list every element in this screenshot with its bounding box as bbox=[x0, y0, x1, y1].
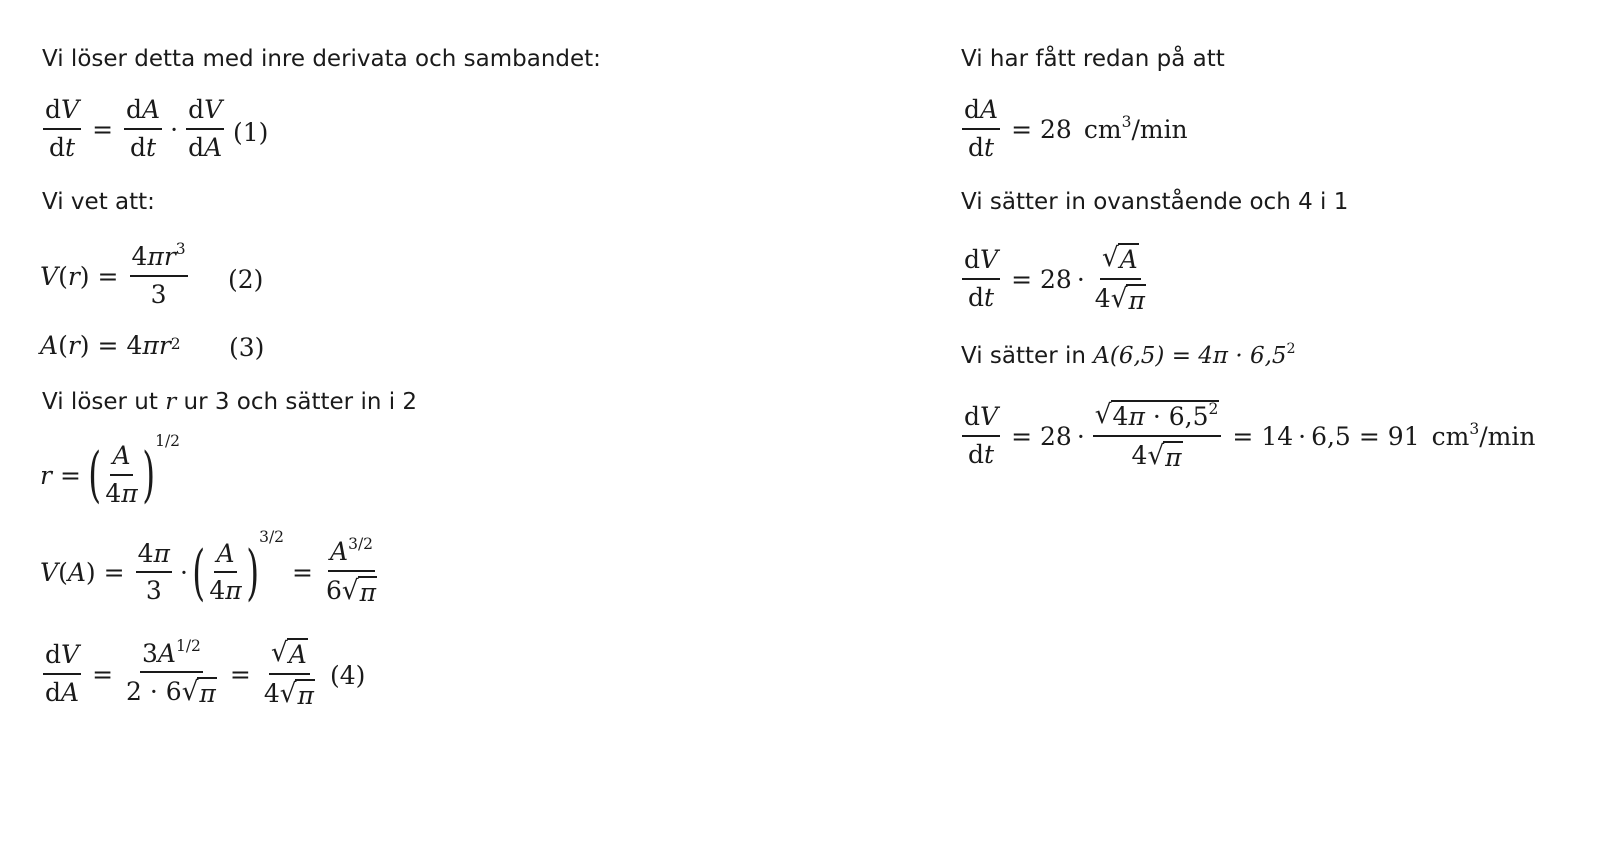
fraction-final: √ $4\pi \cdot 6,5^2$ 4 √ π bbox=[1093, 400, 1222, 473]
insert-area-text: Vi sätter in $A(6,5) = 4\pi \cdot 6,5^2$ bbox=[961, 340, 1296, 369]
fraction-sqrta-4sqrtpi-2: √ A 4 √ π bbox=[1094, 243, 1145, 315]
radius-equation: r = ( $\frac{A}{4\pi}$ ) 1/2 bbox=[40, 432, 181, 511]
insert-text: Vi sätter in ovanstående och 4 i 1 bbox=[961, 189, 1349, 215]
fraction-dv-dt: $\frac{dV}{dt}$ bbox=[45, 95, 80, 162]
fraction-dv-da: $\frac{dV}{dA}$ bbox=[188, 95, 223, 162]
fraction-4pi-3: $\frac{4\pi}{3}$ bbox=[137, 538, 170, 606]
fraction-3a12: $3A^{1/2}$ 2 · 6 √ π bbox=[126, 636, 216, 709]
area-rate-equation: $\frac{dA}{dt}$ = 28 $cm^3/\min$ bbox=[964, 95, 1188, 162]
equation-tag-2: (2) bbox=[228, 265, 264, 294]
solve-r-text: Vi löser ut r ur 3 och sätter in i 2 bbox=[42, 389, 418, 415]
fraction-da-dt: $\frac{dA}{dt}$ bbox=[126, 95, 161, 162]
fraction-sqrta-4sqrtpi: √ A 4 √ π bbox=[263, 638, 314, 710]
rate-unit: $cm^3/\min$ bbox=[1083, 112, 1188, 144]
chain-rule-equation: $\frac{dV}{dt}$ = $\frac{dA}{dt}$ · $\frac{dV}{dA}$ bbox=[45, 95, 223, 162]
fraction-a-4pi: $\frac{A}{4\pi}$ bbox=[105, 441, 138, 508]
volume-equation: V ( r ) = $\frac{4\pi r^3}{3}$ bbox=[40, 240, 186, 309]
equation-tag-1: (1) bbox=[233, 118, 269, 147]
volume-rate-equation: $\frac{dV}{dt}$ = 28 · √ A 4 √ π bbox=[959, 243, 1151, 316]
rate-value: 28 bbox=[1040, 114, 1072, 144]
result-unit: $cm^3/\min$ bbox=[1431, 419, 1536, 451]
fraction-a-4pi-2: $\frac{A}{4\pi}$ bbox=[209, 538, 242, 606]
volume-of-area-equation: V ( A ) = $\frac{4\pi}{3}$ · ( $\frac{A}{4\pi}$ ) 3/2 = $A^{3/2}$ 6 √ π bbox=[40, 538, 382, 608]
area-equation: A ( r ) = 4 πr $^2$ bbox=[40, 331, 181, 360]
result-value: 91 bbox=[1387, 421, 1420, 451]
fraction-da-dt-2: $\frac{dA}{dt}$ bbox=[964, 95, 999, 162]
fraction-volume: $\frac{4\pi r^3}{3}$ bbox=[131, 240, 186, 309]
derivative-equation: $\frac{dV}{dA}$ = $3A^{1/2}$ 2 · 6 √ π = √ A 4 √ π bbox=[40, 638, 320, 711]
equation-tag-4: (4) bbox=[330, 661, 366, 690]
fraction-dv-dt-3: $\frac{dV}{dt}$ bbox=[964, 402, 999, 469]
fraction-a32-6sqrtpi: $A^{3/2}$ 6 √ π bbox=[326, 535, 377, 607]
fraction-dv-dt-2: $\frac{dV}{dt}$ bbox=[964, 245, 999, 312]
equation-tag-3: (3) bbox=[229, 333, 265, 362]
we-know-text: Vi vet att: bbox=[42, 189, 155, 215]
final-result-equation: $\frac{dV}{dt}$ = 28 · √ $4\pi \cdot 6,5^2$ 4 √ π = 14 · 6,5 = 91 $cm^3/\min$ bbox=[964, 400, 1536, 472]
given-text: Vi har fått redan på att bbox=[961, 46, 1225, 72]
intro-text: Vi löser detta med inre derivata och sambandet: bbox=[42, 46, 601, 72]
fraction-dv-da-2: $\frac{dV}{dA}$ bbox=[45, 640, 80, 707]
